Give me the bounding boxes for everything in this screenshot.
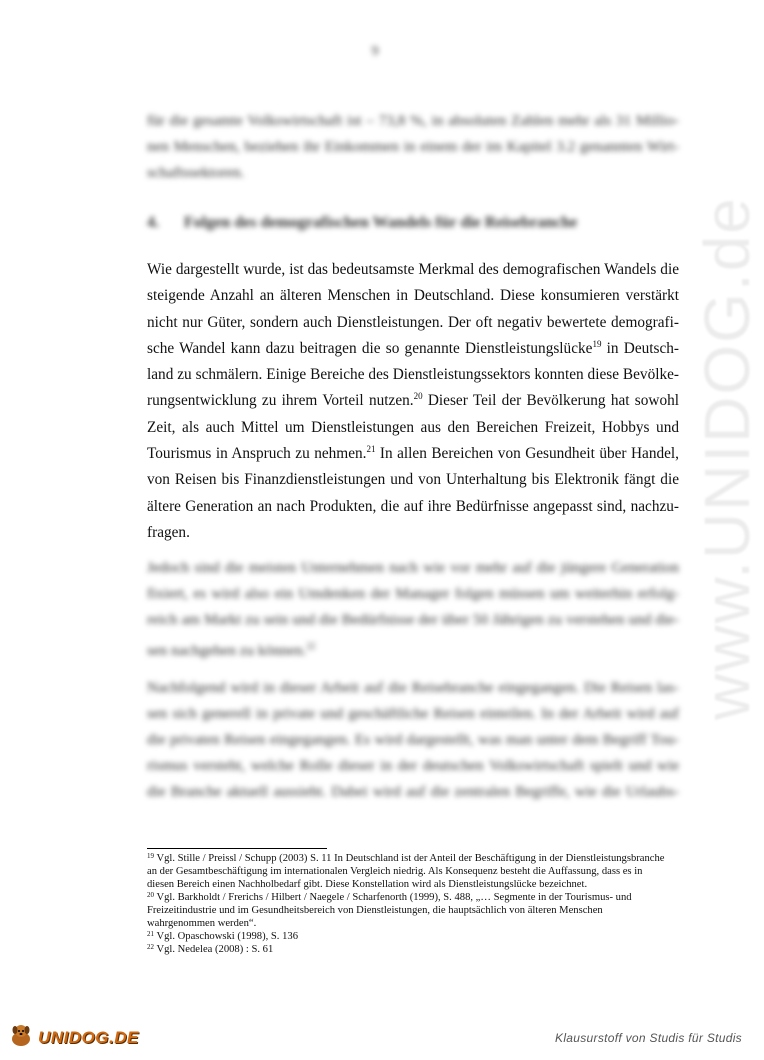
blurred-paragraph-2 <box>147 555 679 664</box>
text-segment: rungsentwicklung zu ihrem Vorteil nutzen. <box>147 392 414 410</box>
page-number: 9 <box>371 44 379 59</box>
footnote-ref-21[interactable]: 21 <box>366 444 376 455</box>
footnote-text: Vgl. Opaschowski (1998), S. 136 <box>154 931 298 942</box>
footnote-ref-22: 22 <box>306 641 316 651</box>
section-title: Folgen des demografischen Wandels für die Reisebranche <box>184 214 578 231</box>
text-segment: Dieser Teil der Bevölkerung hat sowohl <box>422 392 679 410</box>
section-number: 4. <box>147 214 159 231</box>
text-segment: In allen Bereichen von Gesundheit über Handel, <box>375 445 679 463</box>
footnote-number: 20 <box>147 891 154 899</box>
dog-icon <box>8 1022 34 1053</box>
text-line: rismus versteht, welche Rolle dieser in der deutschen Volkswirtschaft spielt und wie <box>147 757 679 774</box>
text-line: Jedoch sind die meisten Unternehmen nach wie vor mehr auf die jüngere Generation <box>147 559 679 576</box>
text-segment: sen nachgehen zu können. <box>147 642 307 660</box>
text-line: Zeit, als auch Mittel um Dienstleistungen aus den Bereichen Freizeit, Hobbys und <box>147 418 679 436</box>
text-line <box>147 441 679 467</box>
footnote-21 <box>147 930 667 943</box>
footnote-number: 22 <box>147 943 154 951</box>
footnote-ref-19[interactable]: 19 <box>592 338 602 349</box>
text-segment: Tourismus in Anspruch zu nehmen. <box>147 445 367 463</box>
footnote-text: Vgl. Barkholdt / Frerichs / Hilbert / Naegele / Scharfenorth (1999), S. 488, „… Segmente in der Tourismus- und Freizeitindustrie und im Gesundheitsbereich von Dienstleistungen, die hauptsächlich von älteren Menschen wahrgenommen werden“. <box>147 892 632 929</box>
text-segment: in Deutsch- <box>601 339 679 357</box>
footnote-22 <box>147 943 667 956</box>
text-line <box>147 336 679 362</box>
text-line: Wie dargestellt wurde, ist das bedeutsamste Merkmal des demografischen Wandels die <box>147 261 679 278</box>
text-line: Nachfolgend wird in dieser Arbeit auf die Reisebranche eingegangen. Die Reisen las- <box>147 679 679 696</box>
text-line: für die gesamte Volkswirtschaft ist – 73,8 %, in absoluten Zahlen mehr als 31 Millio- <box>147 112 679 129</box>
footnote-divider <box>147 848 327 849</box>
logo-text: UNIDOG.DE <box>38 1027 139 1047</box>
text-line: von Reisen bis Finanzdienstleistungen und von Unterhaltung bis Elektronik fängt die <box>147 471 679 489</box>
section-heading <box>147 214 577 232</box>
text-line <box>147 633 679 664</box>
main-paragraph <box>147 257 679 546</box>
text-line: reich am Markt zu sein und die Bedürfnisse der über 50 Jährigen zu verstehen und die- <box>147 611 679 628</box>
footnote-text: Vgl. Stille / Preissl / Schupp (2003) S. 11 In Deutschland ist der Anteil der Beschäftigung in der Dienstleistungsbranche an der Gesamtbeschäftigung im internationalen Vergleich niedrig. Als Konsequenz besteht die Auffassung, dass es in diesen Bereich einen Nachholbedarf gibt. Diese Konstellation wird als Dienstleistungslücke bezeichnet. <box>147 853 665 890</box>
footnote-ref-20[interactable]: 20 <box>413 391 423 402</box>
text-line: die privaten Reisen eingegangen. Es wird dargestellt, was man unter dem Begriff Tou- <box>147 731 679 748</box>
blurred-paragraph-top <box>147 108 679 186</box>
footnote-19 <box>147 852 667 891</box>
text-line: die Branche aktuell aussieht. Dabei wird auf die zentralen Begriffe, wie die Urlaubs- <box>147 783 679 800</box>
text-line: schaftssektoren. <box>147 164 245 181</box>
footnote-number: 19 <box>147 852 154 860</box>
footnote-text: Vgl. Nedelea (2008) : S. 61 <box>154 944 274 955</box>
text-line: land zu schmälern. Einige Bereiche des Dienstleistungssektors konnten diese Bevölke- <box>147 366 679 384</box>
footnote-20 <box>147 891 667 930</box>
blurred-paragraph-3 <box>147 675 679 805</box>
text-line: steigende Anzahl an älteren Menschen in Deutschland. Diese konsumieren verstärkt <box>147 287 679 305</box>
text-line: fixiert, es wird also ein Umdenken der Manager folgen müssen um weiterhin erfolg- <box>147 585 679 602</box>
watermark-text: www.UNIDOG.de <box>691 196 763 720</box>
text-line <box>147 388 679 414</box>
text-segment: sche Wandel kann dazu beitragen die so genannte Dienstleistungslücke <box>147 339 593 357</box>
text-line: ältere Generation an nach Produkten, die auf ihre Bedürfnisse angepasst sind, nachzu- <box>147 497 679 515</box>
text-line: fragen. <box>147 523 190 541</box>
footnotes <box>147 852 667 956</box>
footnote-number: 21 <box>147 930 154 938</box>
footer-tagline: Klausurstoff von Studis für Studis <box>555 1031 742 1045</box>
text-line: nicht nur Güter, sondern auch Dienstleistungen. Der oft negativ bewertete demografi- <box>147 313 679 331</box>
unidog-logo[interactable] <box>8 1022 139 1053</box>
text-line: nen Menschen, beziehen ihr Einkommen in einem der im Kapitel 3.2 genannten Wirt- <box>147 138 679 155</box>
text-line: sen sich generell in private und geschäftliche Reisen einteilen. In der Arbeit wird auf <box>147 705 679 722</box>
